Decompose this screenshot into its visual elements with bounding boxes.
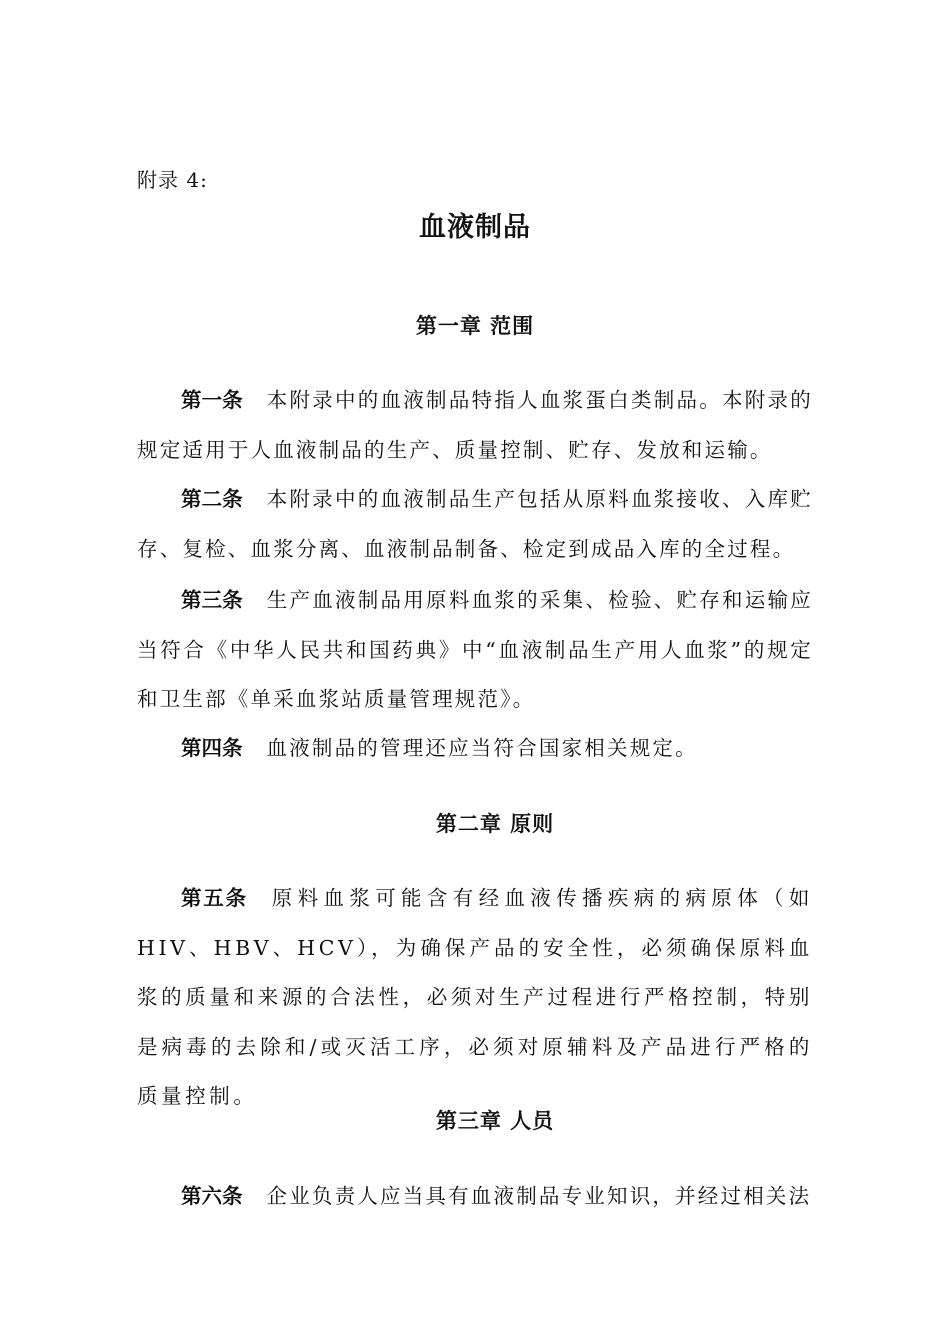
article-2 <box>137 475 813 574</box>
article-6 <box>137 1172 813 1222</box>
article-number: 第四条 <box>181 736 243 760</box>
article-1 <box>137 376 813 475</box>
appendix-label: 附录 4: <box>137 168 208 192</box>
article-text: 血液制品的管理还应当符合国家相关规定。 <box>266 736 698 760</box>
article-text: 原料血浆可能含有经血液传播疾病的病原体（如HIV、HBV、HCV），为确保产品的安全性，必须确保原料血浆的质量和来源的合法性，必须对生产过程进行严格控制，特别是病毒的去除和/或灭活工序，必须对原辅料及产品进行严格的质量控制。 <box>137 886 814 1108</box>
article-number: 第一条 <box>181 388 243 412</box>
document-title: 血液制品 <box>419 212 531 243</box>
article-text: 本附录中的血液制品生产包括从原料血浆接收、入库贮存、复检、血浆分离、血液制品制备、检定到成品入库的全过程。 <box>137 487 813 561</box>
chapter-heading-2: 第二章 原则 <box>435 811 555 836</box>
article-3 <box>137 576 813 725</box>
article-number: 第六条 <box>181 1184 243 1208</box>
article-text: 企业负责人应当具有血液制品专业知识，并经过相关法 <box>266 1184 812 1208</box>
article-number: 第三条 <box>181 588 243 612</box>
article-text: 本附录中的血液制品特指人血浆蛋白类制品。本附录的规定适用于人血液制品的生产、质量控制、贮存、发放和运输。 <box>137 388 813 462</box>
chapter-heading-3: 第三章 人员 <box>435 1108 555 1133</box>
article-text: 生产血液制品用原料血浆的采集、检验、贮存和运输应当符合《中华人民共和国药典》中“血液制品生产用人血浆”的规定和卫生部《单采血浆站质量管理规范》。 <box>137 588 813 711</box>
article-number: 第二条 <box>181 487 243 511</box>
chapter-heading-1: 第一章 范围 <box>415 313 535 338</box>
article-4 <box>137 724 813 774</box>
article-number: 第五条 <box>181 886 248 910</box>
article-5 <box>137 874 813 1122</box>
